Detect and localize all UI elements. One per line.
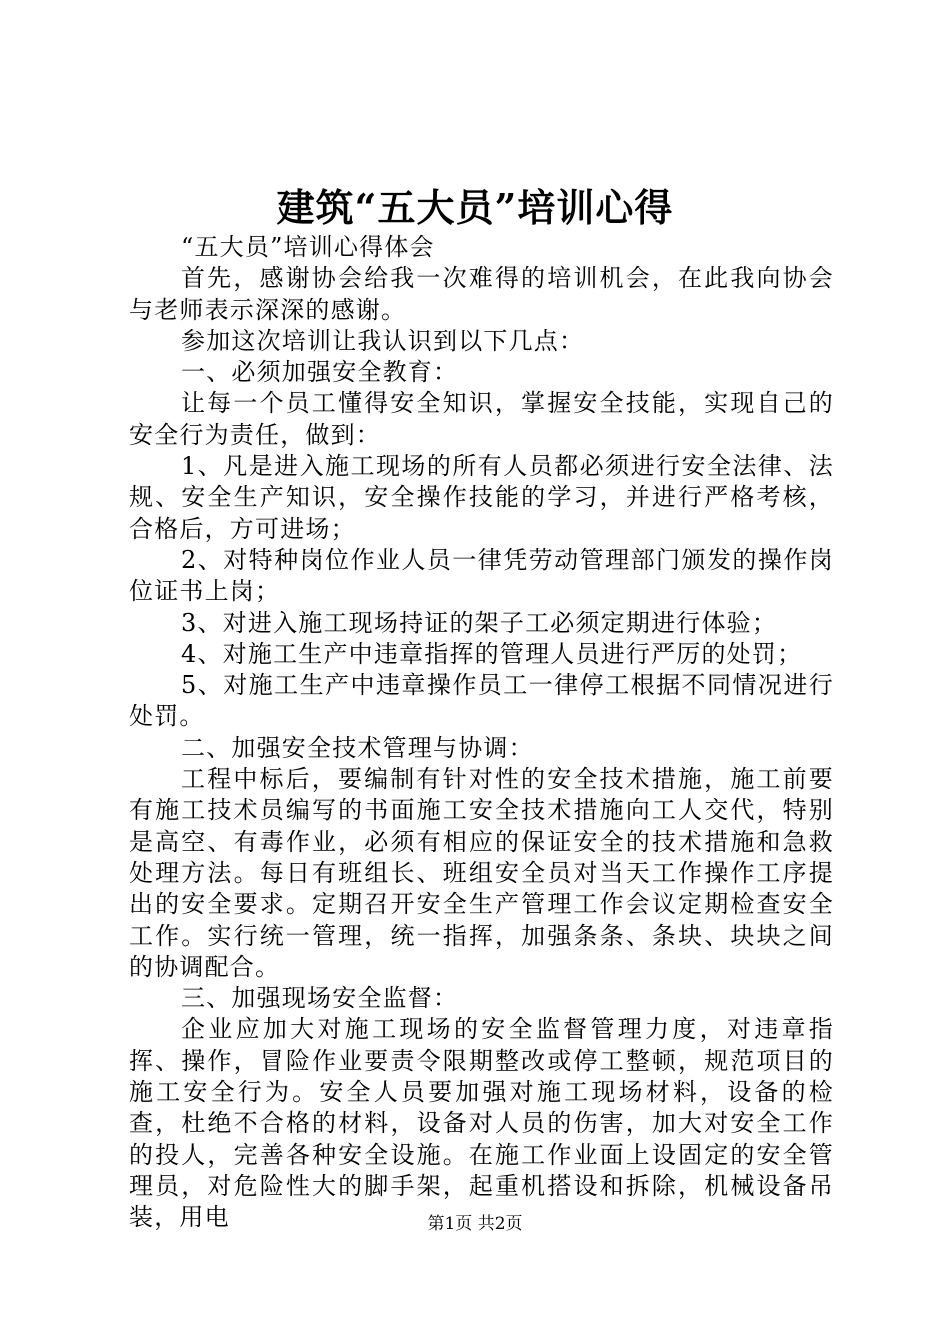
paragraph-subtitle: “五大员”培训心得体会 [181,233,435,261]
list-item-3: 3、对进入施工现场持证的架子工必须定期进行体验； [181,608,778,637]
paragraph-section-1: 让每一个员工懂得安全知识，掌握安全技能，实现自己的安全行为责任，做到： [129,389,834,449]
list-item-2: 2、对特种岗位作业人员一律凭劳动管理部门颁发的操作岗位证书上岗； [129,545,834,606]
paragraph-section-3: 企业应加大对施工现场的安全监督管理力度，对违章指挥、操作，冒险作业要责令限期整改或停工整顿，规范项目的施工安全行为。安全人员要加强对施工现场材料，设备的检查，杜绝不合格的材料，设备对人员的伤害，加大对安全工作的投人，完善各种安全设施。在施工作业面上设固定的安全管理员，对危险性大的脚手架，起重机搭设和拆除，机械设备吊装，用电 [129,1015,834,1232]
page-number-footer: 第1页 共2页 [427,1214,523,1234]
paragraph-thanks: 首先，感谢协会给我一次难得的培训机会，在此我向协会与老师表示深深的感谢。 [129,264,834,324]
section-heading-3: 三、加强现场安全监督： [181,984,459,1013]
section-heading-2: 二、加强安全技术管理与协调： [181,733,534,762]
section-heading-1: 一、必须加强安全教育： [181,358,459,387]
paragraph-section-2: 工程中标后，要编制有针对性的安全技术措施，施工前要有施工技术员编写的书面施工安全技术措施向工人交代，特别是高空、有毒作业，必须有相应的保证安全的技术措施和急救处理方法。每日有班组长、班组安全员对当天工作操作工序提出的安全要求。定期召开安全生产管理工作会议定期检查安全工作。实行统一管理，统一指挥，加强条条、条块、块块之间的协调配合。 [129,765,834,981]
paragraph-intro: 参加这次培训让我认识到以下几点： [181,326,585,355]
list-item-4: 4、对施工生产中违章指挥的管理人员进行严厉的处罚； [181,639,803,668]
list-item-5: 5、对施工生产中违章操作员工一律停工根据不同情况进行处罚。 [129,671,834,731]
list-item-1: 1、凡是进入施工现场的所有人员都必须进行安全法律、法规、安全生产知识，安全操作技能的学习，并进行严格考核，合格后，方可进场； [129,452,834,543]
document-title: 建筑“五大员”培训心得 [276,185,674,230]
document-body [129,232,834,1234]
